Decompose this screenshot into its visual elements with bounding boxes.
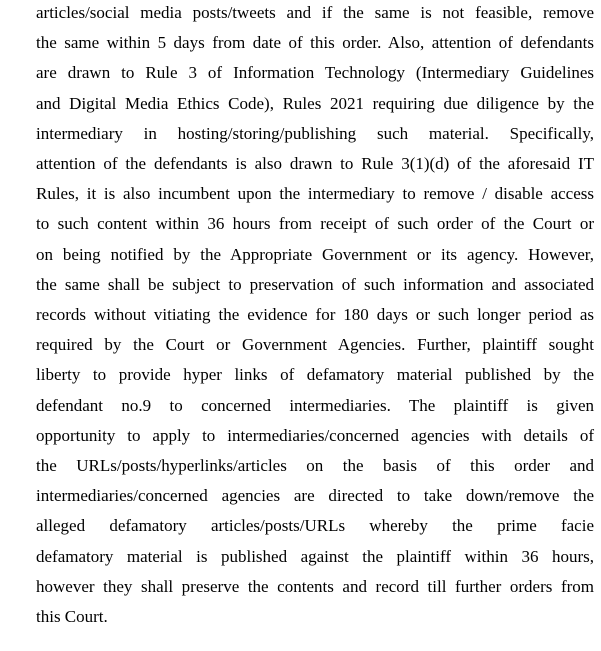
text-line: however they shall preserve the contents and record till further orders from [36, 576, 594, 596]
text-line: articles/social media posts/tweets and if the same is not feasible, remove [36, 3, 594, 22]
text-line: the same within 5 days from date of this order. Also, attention of defendants [36, 33, 594, 53]
text-line: intermediaries/concerned agencies are directed to take down/remove the [36, 486, 594, 506]
text-line: are drawn to Rule 3 of Information Technology (Intermediary Guidelines [36, 63, 594, 83]
text-line: this Court. [36, 607, 108, 627]
text-line: Rules, it is also incumbent upon the intermediary to remove / disable access [36, 184, 594, 204]
text-line: required by the Court or Government Agencies. Further, plaintiff sought [36, 335, 594, 355]
text-line: defendant no.9 to concerned intermediaries. The plaintiff is given [36, 395, 594, 415]
text-line: intermediary in hosting/storing/publishing such material. Specifically, [36, 123, 594, 143]
text-line: liberty to provide hyper links of defamatory material published by the [36, 365, 594, 385]
text-line: opportunity to apply to intermediaries/concerned agencies with details of [36, 425, 594, 445]
text-line: and Digital Media Ethics Code), Rules 2021 requiring due diligence by the [36, 93, 594, 113]
text-line: records without vitiating the evidence for 180 days or such longer period as [36, 305, 594, 325]
text-line: the same shall be subject to preservation of such information and associated [36, 274, 594, 294]
text-line: attention of the defendants is also drawn to Rule 3(1)(d) of the aforesaid IT [36, 154, 594, 174]
text-line: to such content within 36 hours from receipt of such order of the Court or [36, 214, 594, 234]
text-line: on being notified by the Appropriate Government or its agency. However, [36, 244, 594, 264]
text-line: alleged defamatory articles/posts/URLs whereby the prime facie [36, 516, 594, 536]
text-line: defamatory material is published against the plaintiff within 36 hours, [36, 546, 594, 566]
order-paragraph [36, 0, 594, 632]
text-line: the URLs/posts/hyperlinks/articles on the basis of this order and [36, 456, 594, 476]
